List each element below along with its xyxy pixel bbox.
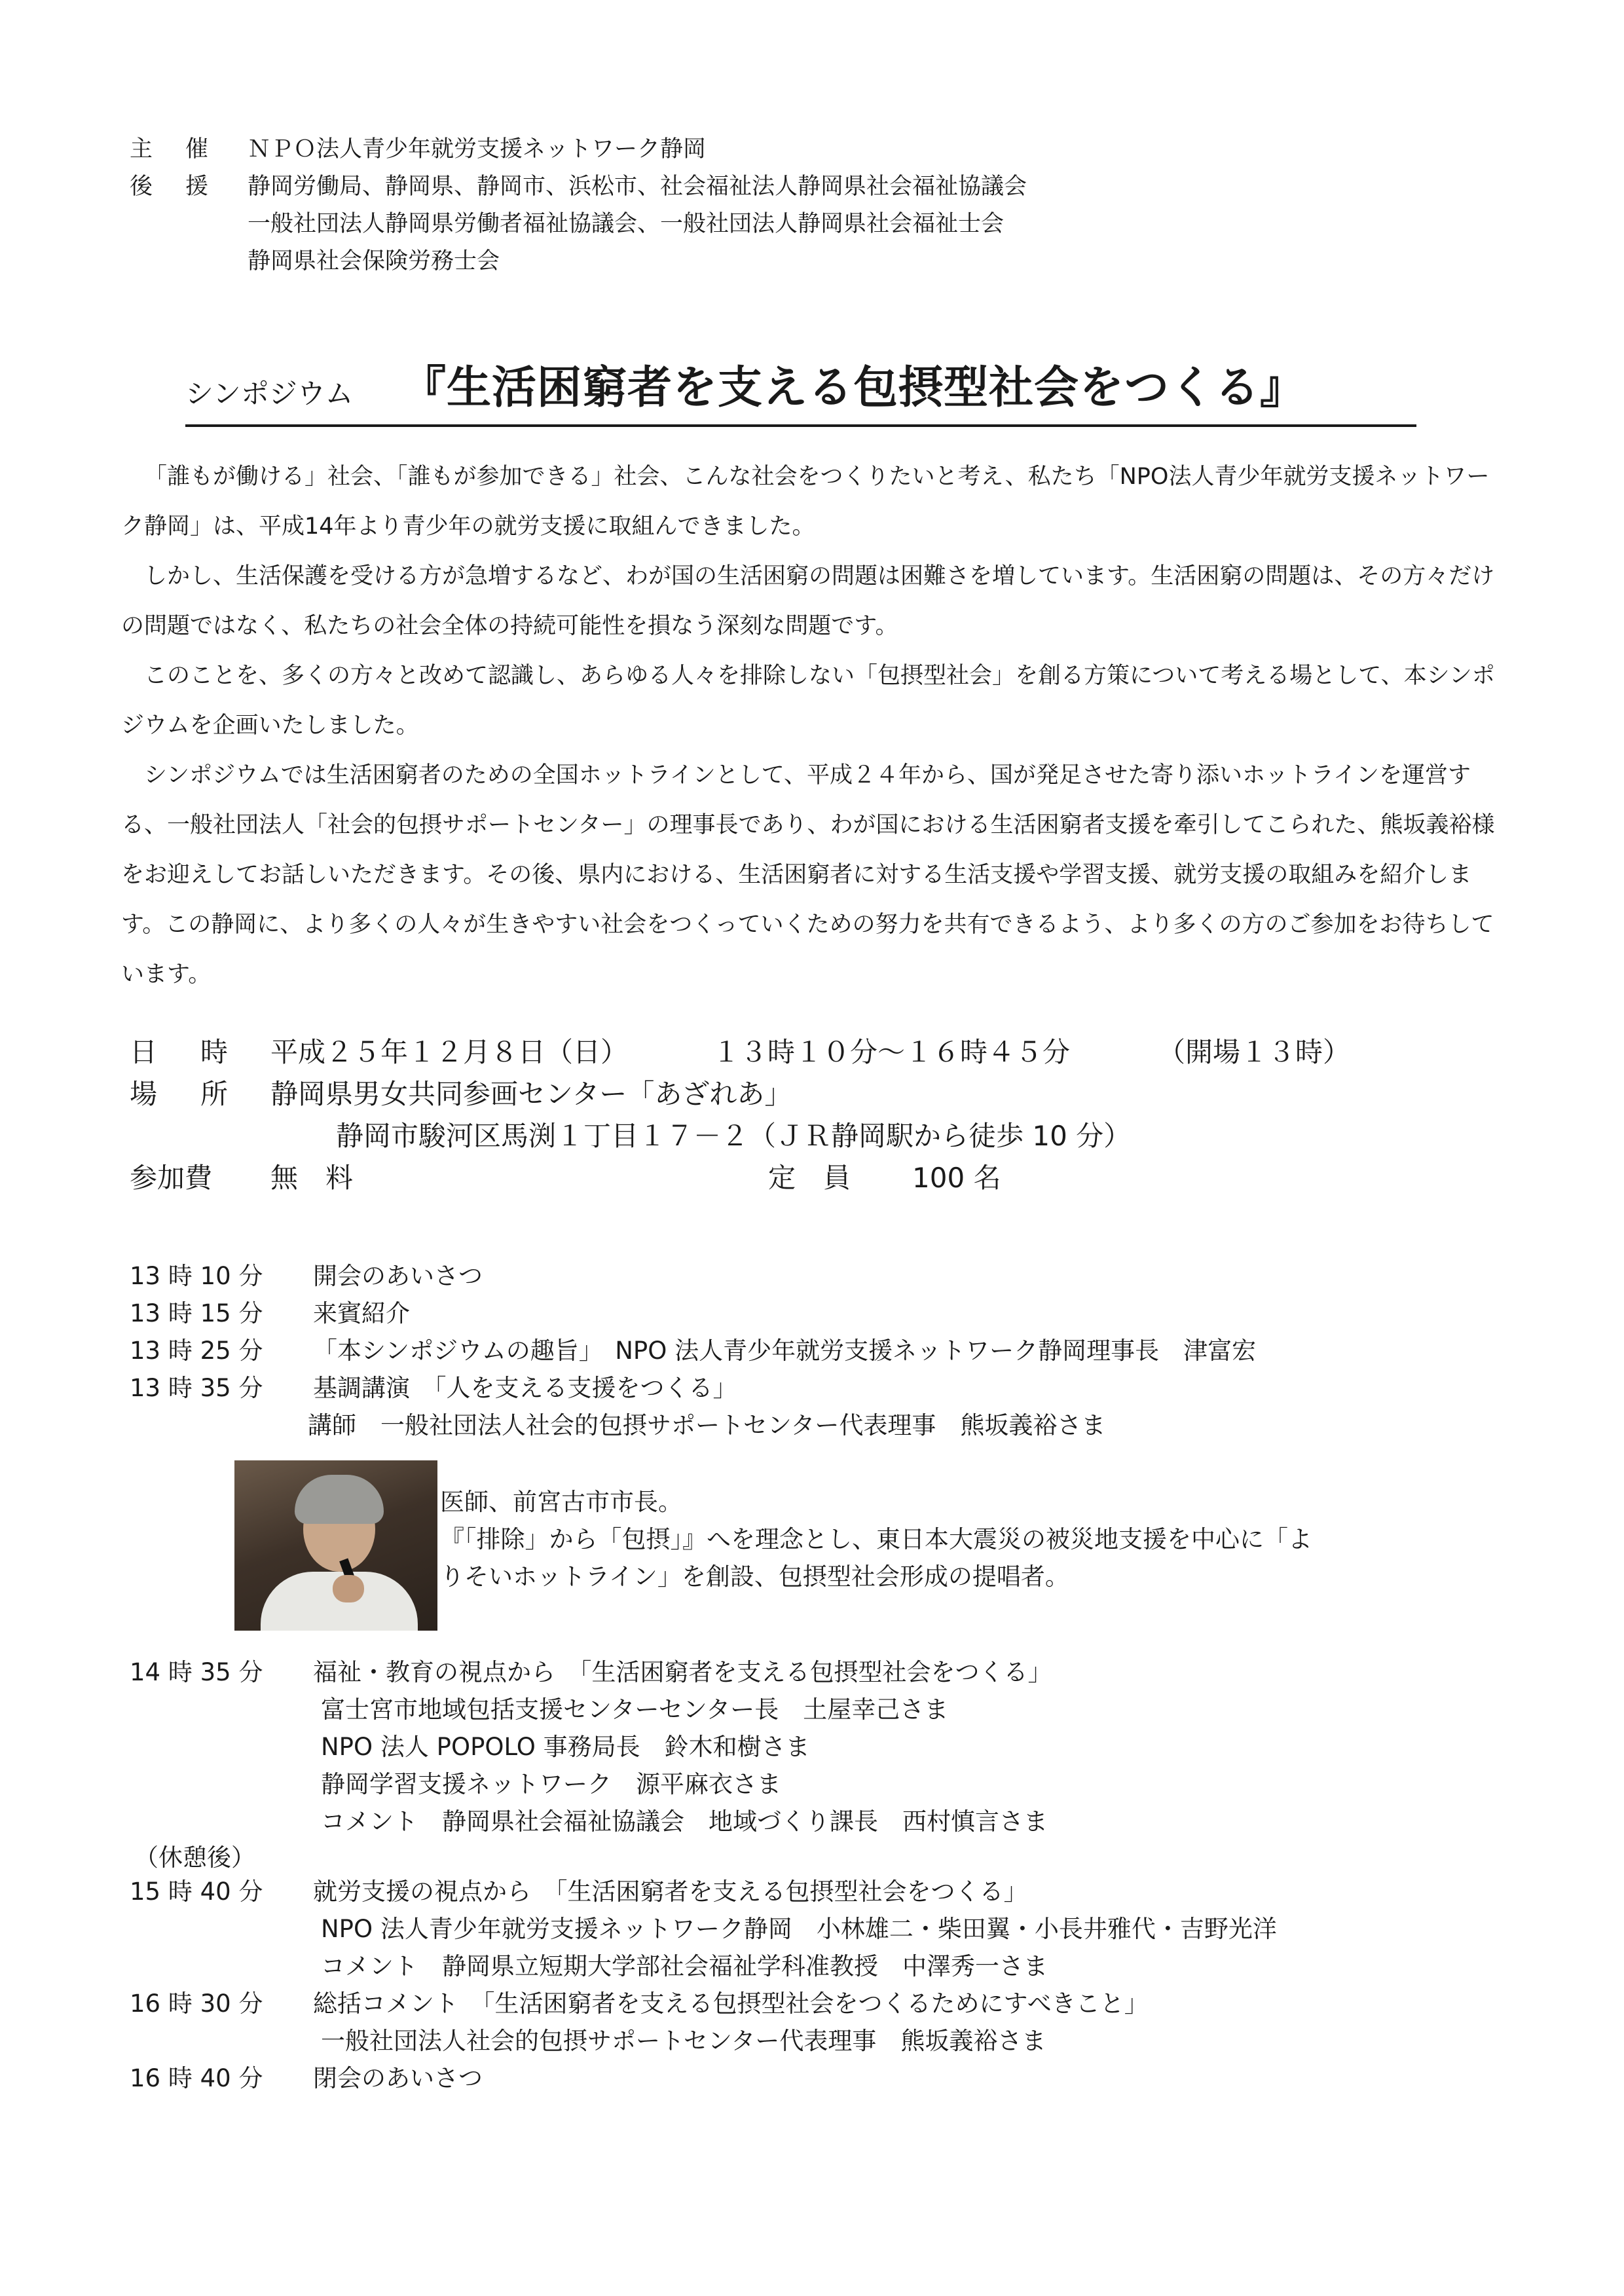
event-fee: 無 料 <box>270 1162 354 1194</box>
intro-paragraph: シンポジウムでは生活困窮者のための全国ホットラインとして、平成２４年から、国が発足させた寄り添いホットラインを運営する、一般社団法人「社会的包摂サポートセンター」の理事長であり、わが国における生活困窮者支援を牽引してこられた、熊坂義裕様をお迎えしてお話しいただきます。その後、県内における、生活困窮者に対する生活支援や学習支援、就労支援の取組みを紹介します。この静岡に、より多くの人々が生きやすい社会をつくっていくための努力を共有できるよう、より多くの方のご参加をお待ちしています。 <box>121 762 1495 988</box>
support-line: 一般社団法人静岡県労働者福祉協議会、一般社団法人静岡県社会福祉士会 <box>248 211 1005 237</box>
panel-line: 富士宮市地域包括支援センターセンター長 土屋幸己さま <box>321 1695 949 1724</box>
break-label: （休憩後） <box>134 1843 255 1872</box>
program-title: 閉会のあいさつ <box>313 2064 483 2092</box>
event-info <box>130 1031 1505 1215</box>
support-line: 静岡県社会保険労務士会 <box>248 248 500 274</box>
program-title: 福祉・教育の視点から 「生活困窮者を支える包摂型社会をつくる」 <box>313 1658 1052 1686</box>
support-label: 後 援 <box>130 174 208 200</box>
event-date: 平成２５年１２月８日（日） <box>270 1036 629 1068</box>
panel-line: コメント 静岡県社会福祉協議会 地域づくり課長 西村慎言さま <box>321 1807 1048 1836</box>
title-main: 『生活困窮者を支える包摂型社会をつくる』 <box>401 362 1306 414</box>
intro-paragraph: このことを、多くの方々と改めて認識し、あらゆる人々を排除しない「包摂型社会」を創る方策について考える場として、本シンポジウムを企画いたしました。 <box>121 663 1495 739</box>
program-time: 16 時 40 分 <box>130 2064 263 2092</box>
date-label: 日 時 <box>130 1036 228 1068</box>
capacity-label: 定 員 <box>768 1162 851 1194</box>
program-time: 16 時 30 分 <box>130 1990 263 2018</box>
panel-line: 静岡学習支援ネットワーク 源平麻衣さま <box>321 1770 781 1798</box>
support-line: 静岡労働局、静岡県、静岡市、浜松市、社会福祉法人静岡県社会福祉協議会 <box>248 174 1027 200</box>
program-time: 13 時 10 分 <box>130 1262 263 1290</box>
title-prefix: シンポジウム <box>185 378 354 411</box>
panel-line: 一般社団法人社会的包摂サポートセンター代表理事 熊坂義裕さま <box>321 2027 1046 2055</box>
program-title: 総括コメント 「生活困窮者を支える包摂型社会をつくるためにすべきこと」 <box>313 1990 1149 2018</box>
sponsor-block <box>130 131 1308 282</box>
program-time: 15 時 40 分 <box>130 1878 263 1906</box>
speaker-bio: 『「排除」から「包摂」』へを理念とし、東日本大震災の被災地支援を中心に「よ <box>440 1525 1312 1553</box>
event-open: （開場１３時） <box>1158 1036 1351 1068</box>
intro-text <box>121 452 1503 999</box>
program-schedule <box>0 1257 1624 2128</box>
speaker-bio: りそいホットライン」を創設、包摂型社会形成の提唱者。 <box>440 1563 1069 1591</box>
program-time: 14 時 35 分 <box>130 1658 263 1686</box>
speaker-photo <box>234 1460 437 1631</box>
panel-line: NPO 法人 POPOLO 事務局長 鈴木和樹さま <box>321 1733 810 1761</box>
place-label: 場 所 <box>130 1078 228 1110</box>
event-capacity: 100 名 <box>912 1162 1001 1194</box>
event-time: １３時１０分～１６時４５分 <box>712 1036 1071 1068</box>
program-title: 開会のあいさつ <box>313 1262 483 1290</box>
page-title <box>185 352 1416 427</box>
keynote-speaker: 講師 一般社団法人社会的包摂サポートセンター代表理事 熊坂義裕さま <box>308 1411 1106 1439</box>
speaker-bio: 医師、前宮古市市長。 <box>440 1488 682 1516</box>
program-title: 就労支援の視点から 「生活困窮者を支える包摂型社会をつくる」 <box>313 1878 1028 1906</box>
intro-paragraph: 「誰もが働ける」社会、「誰もが参加できる」社会、こんな社会をつくりたいと考え、私たち「NPO法人青少年就労支援ネットワーク静岡」は、平成14年より青少年の就労支援に取組んできました。 <box>121 464 1490 540</box>
panel-line: コメント 静岡県立短期大学部社会福祉学科准教授 中澤秀一さま <box>321 1952 1048 1980</box>
program-title: 「本シンポジウムの趣旨」 NPO 法人青少年就労支援ネットワーク静岡理事長 津富宏 <box>313 1337 1257 1365</box>
program-time: 13 時 35 分 <box>130 1374 263 1402</box>
organizer-label: 主 催 <box>130 136 208 162</box>
program-time: 13 時 15 分 <box>130 1299 263 1327</box>
program-title: 基調講演 「人を支える支援をつくる」 <box>313 1374 737 1402</box>
event-address: 静岡市駿河区馬渕１丁目１７－２（ＪＲ静岡駅から徒歩 10 分） <box>336 1120 1132 1152</box>
fee-label: 参加費 <box>130 1162 213 1194</box>
event-place: 静岡県男女共同参画センター「あざれあ」 <box>270 1078 792 1110</box>
program-title: 来賓紹介 <box>313 1299 410 1327</box>
program-time: 13 時 25 分 <box>130 1337 263 1365</box>
organizer-name: ＮＰＯ法人青少年就労支援ネットワーク静岡 <box>248 136 707 162</box>
intro-paragraph: しかし、生活保護を受ける方が急増するなど、わが国の生活困窮の問題は困難さを増しています。生活困窮の問題は、その方々だけの問題ではなく、私たちの社会全体の持続可能性を損なう深刻な問題です。 <box>121 563 1495 639</box>
panel-line: NPO 法人青少年就労支援ネットワーク静岡 小林雄二・柴田翼・小長井雅代・吉野光洋 <box>321 1915 1277 1943</box>
